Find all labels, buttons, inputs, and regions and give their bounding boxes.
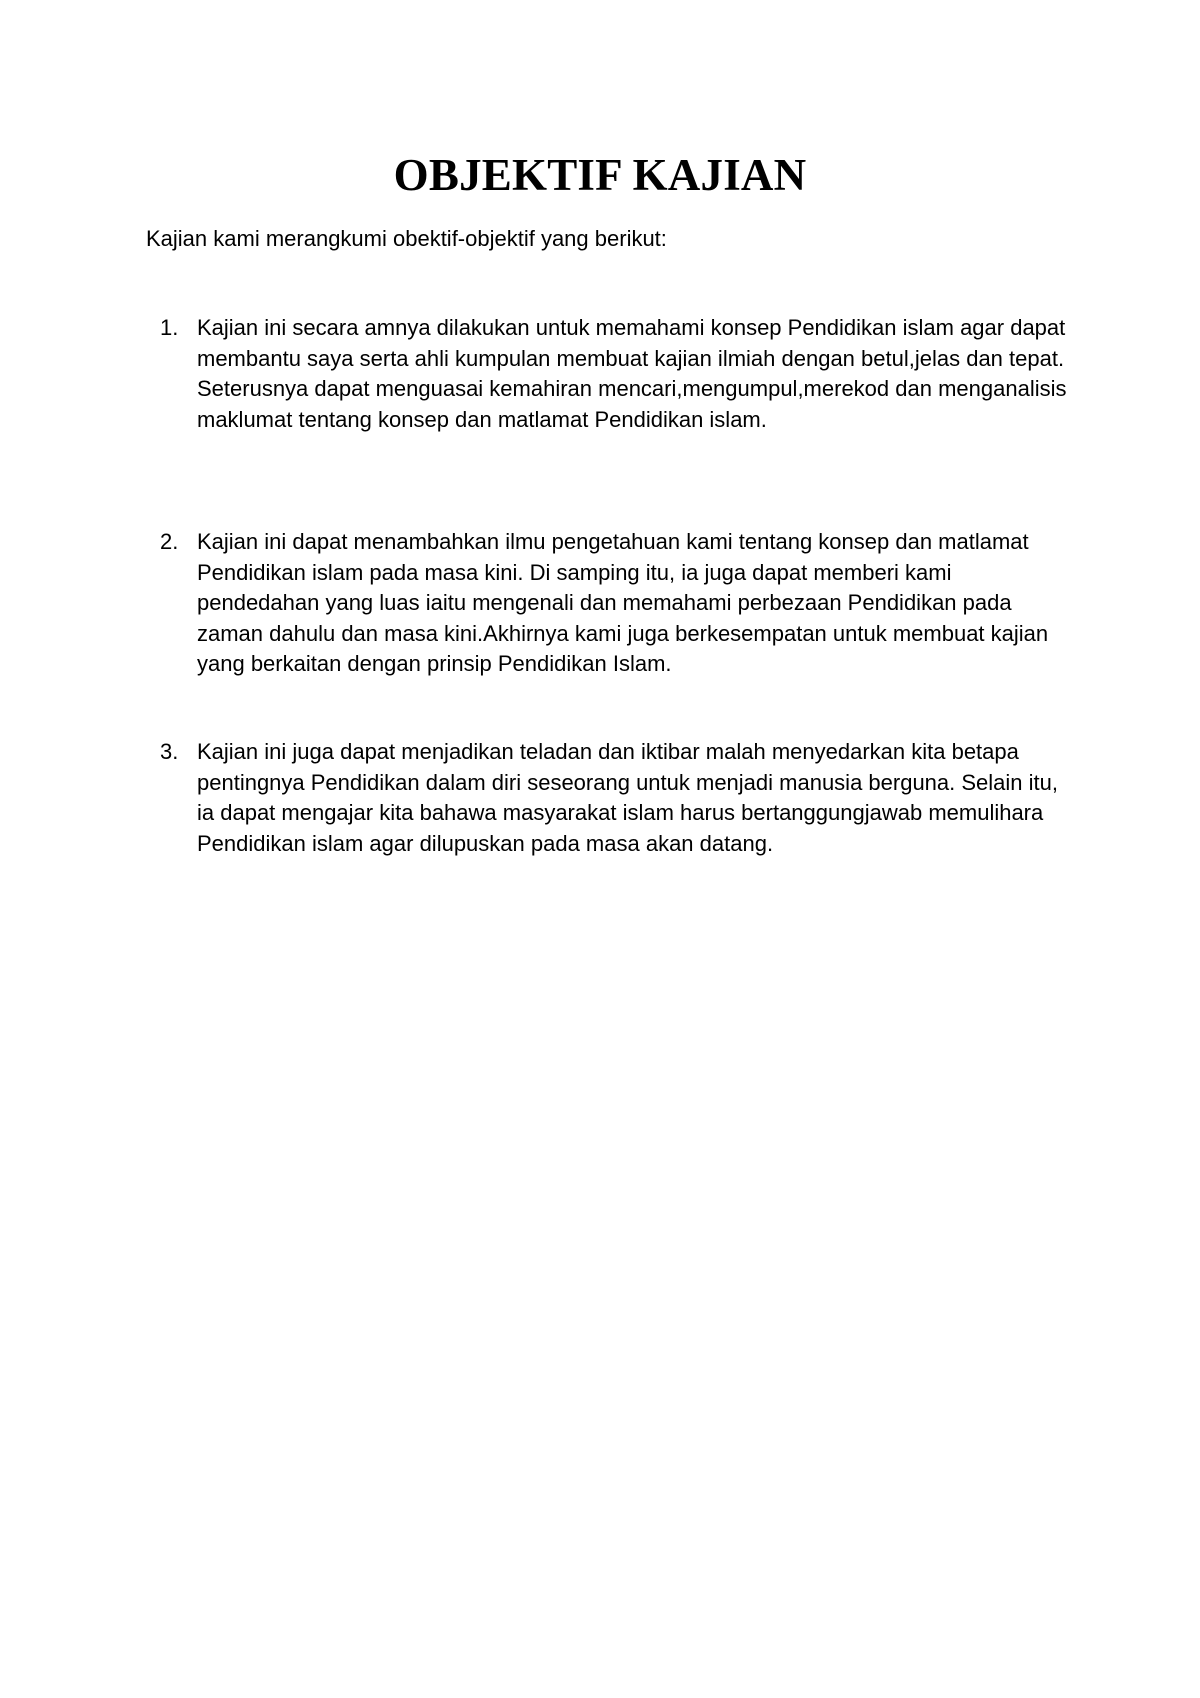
objective-item-1 [160,313,1067,435]
objective-item-3 [160,737,1060,859]
objective-number: 2. [160,529,179,554]
objective-text: Kajian ini juga dapat menjadikan teladan dan iktibar malah menyedarkan kita betapa pentingnya Pendidikan dalam diri seseorang untuk menjadi manusia berguna. Selain itu, ia dapat mengajar kita bahawa masyarakat islam harus bertanggungjawab memulihara Pendidikan islam agar dilupuskan pada masa akan datang. [197,739,1058,856]
objective-number: 1. [160,315,179,340]
intro-paragraph: Kajian kami merangkumi obektif-objektif yang berikut: [146,226,667,251]
page-title: OBJEKTIF KAJIAN [393,150,807,200]
objective-number: 3. [160,739,179,764]
objective-text: Kajian ini dapat menambahkan ilmu pengetahuan kami tentang konsep dan matlamat Pendidikan islam pada masa kini. Di samping itu, ia juga dapat memberi kami pendedahan yang luas iaitu mengenali dan memahami perbezaan Pendidikan pada zaman dahulu dan masa kini.Akhirnya kami juga berkesempatan untuk membuat kajian yang berkaitan dengan prinsip Pendidikan Islam. [197,529,1049,676]
objective-text: Kajian ini secara amnya dilakukan untuk memahami konsep Pendidikan islam agar dapat membantu saya serta ahli kumpulan membuat kajian ilmiah dengan betul,jelas dan tepat. Seterusnya dapat menguasai kemahiran mencari,mengumpul,merekod dan menganalisis maklumat tentang konsep dan matlamat Pendidikan islam. [197,315,1067,432]
objective-item-2 [160,527,1060,680]
